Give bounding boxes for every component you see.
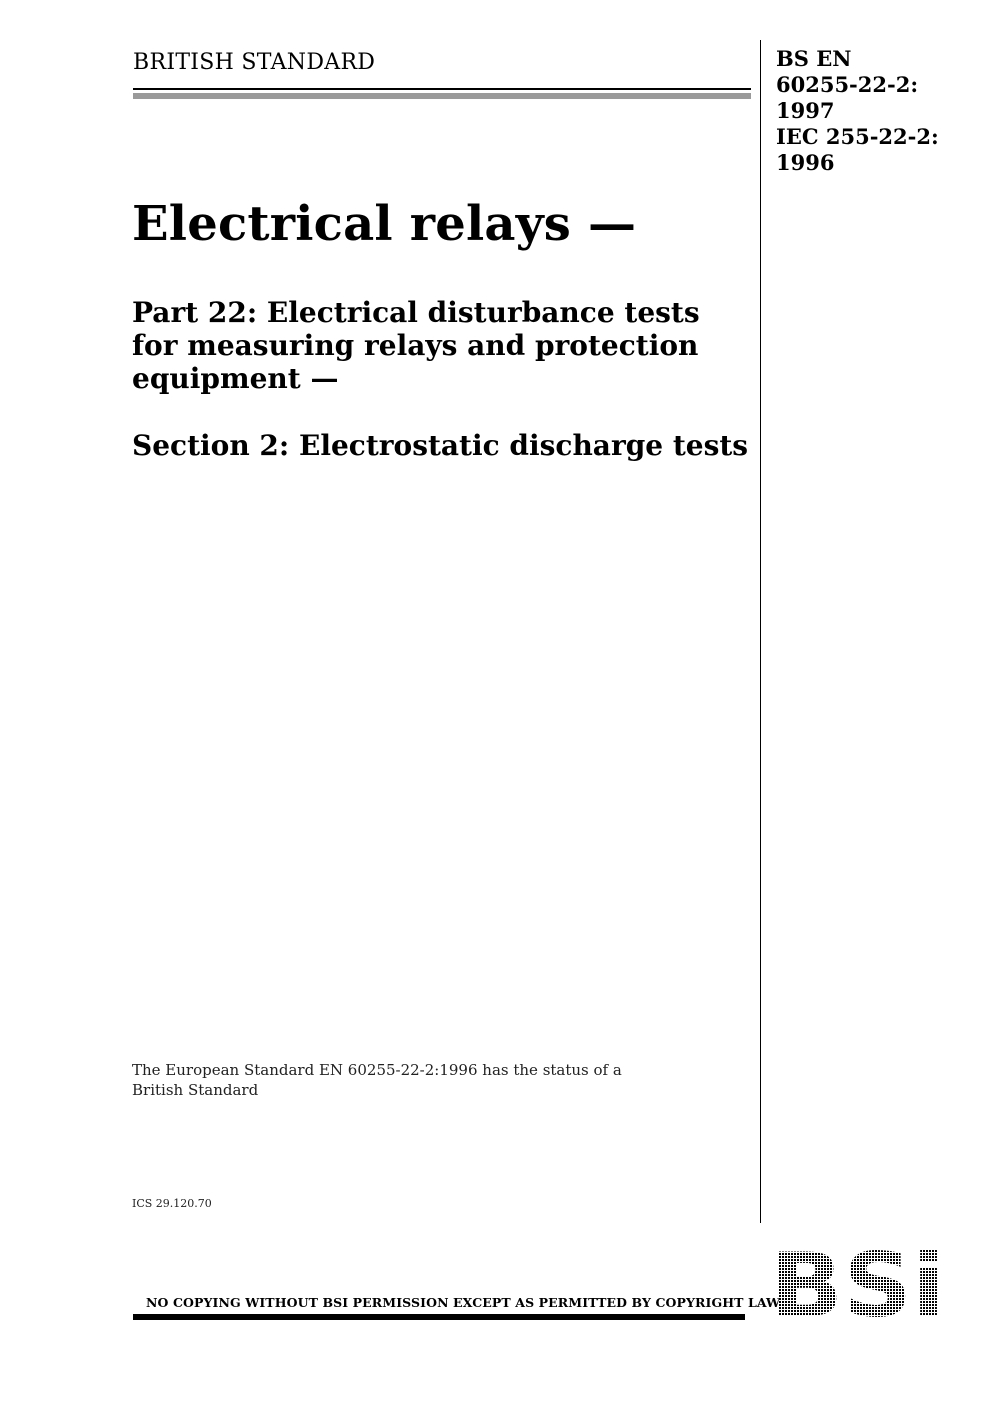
bsi-logo-lettering: BSi	[770, 1244, 945, 1320]
copyright-notice: NO COPYING WITHOUT BSI PERMISSION EXCEPT AS PERMITTED BY COPYRIGHT LAW	[146, 1295, 781, 1310]
header-rule-grey	[133, 93, 751, 99]
ics-code: ICS 29.120.70	[132, 1197, 212, 1210]
iec-number-line-2: 1996	[776, 150, 835, 175]
bs-number-line-3: 1997	[776, 98, 835, 123]
status-note-line-1: The European Standard EN 60255-22-2:1996 has the status of a	[132, 1061, 622, 1079]
bs-number-line-2: 60255-22-2:	[776, 72, 919, 97]
status-note	[132, 1060, 652, 1100]
vertical-divider	[760, 40, 761, 1223]
status-note-line-2: British Standard	[132, 1081, 259, 1099]
iec-number-line-1: IEC 255-22-2:	[776, 124, 939, 149]
footer-rule	[133, 1314, 745, 1320]
part-title: Part 22: Electrical disturbance tests for measuring relays and protection equipment —	[132, 296, 700, 395]
series-label: BRITISH STANDARD	[133, 50, 376, 75]
standard-number-block	[776, 46, 939, 176]
main-title: Electrical relays —	[132, 196, 637, 252]
section-title: Section 2: Electrostatic discharge tests	[132, 429, 749, 462]
header-rule-thin	[133, 88, 751, 90]
bsi-logo	[770, 1244, 945, 1320]
bs-number-line-1: BS EN	[776, 46, 852, 71]
